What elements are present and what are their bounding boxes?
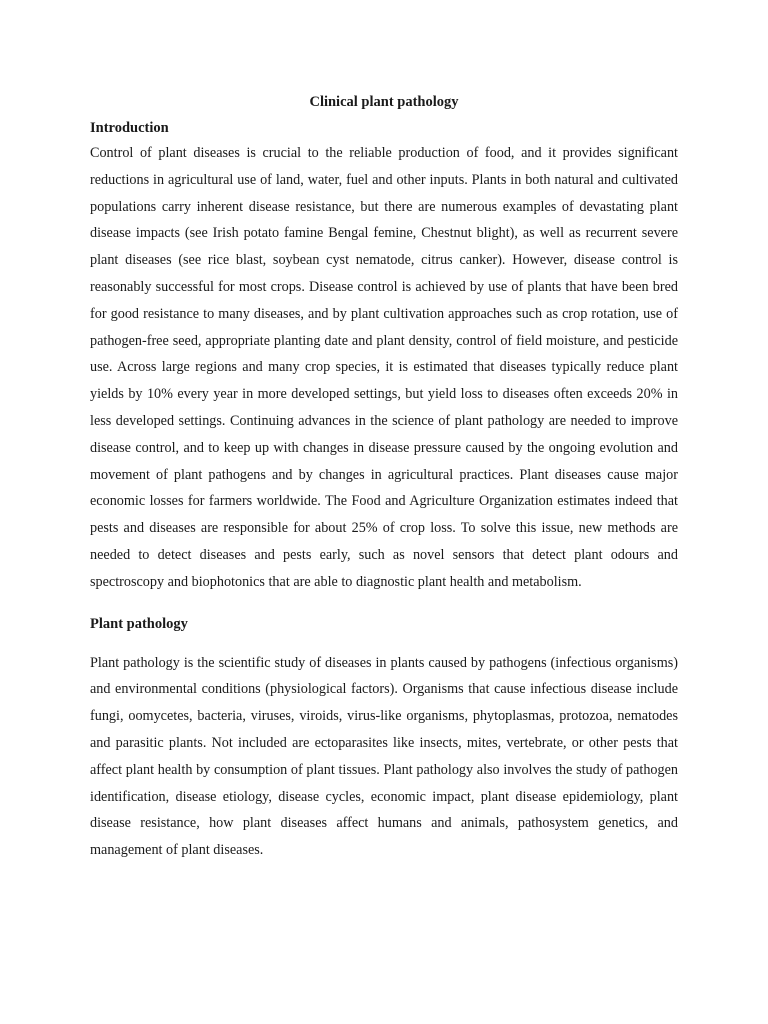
paragraph-introduction: Control of plant diseases is crucial to the reliable production of food, and it provides significant reductions in agricultural use of land, water, fuel and other inputs. Plants in both natural and cultivated populations carry inherent disease resistance, but there are numerous examples of devastating plant disease impacts (see Irish potato famine Bengal femine, Chestnut blight), as well as recurrent severe plant diseases (see rice blast, soybean cyst nematode, citrus canker). However, disease control is reasonably successful for most crops. Disease control is achieved by use of plants that have been bred for good resistance to many diseases, and by plant cultivation approaches such as crop rotation, use of pathogen-free seed, appropriate planting date and plant density, control of field moisture, and pesticide use. Across large regions and many crop species, it is estimated that diseases typically reduce plant yields by 10% every year in more developed settings, but yield loss to diseases often exceeds 20% in less developed settings. Continuing advances in the science of plant pathology are needed to improve disease control, and to keep up with changes in disease pressure caused by the ongoing evolution and movement of plant pathogens and by changes in agricultural practices. Plant diseases cause major economic losses for farmers worldwide. The Food and Agriculture Organization estimates indeed that pests and diseases are responsible for about 25% of crop loss. To solve this issue, new methods are needed to detect diseases and pests early, such as novel sensors that detect plant odours and spectroscopy and biophotonics that are able to diagnostic plant health and metabolism. bbox=[90, 145, 678, 590]
document-title: Clinical plant pathology bbox=[309, 94, 459, 110]
section-heading-plant-pathology: Plant pathology bbox=[90, 615, 188, 632]
paragraph-plant-pathology: Plant pathology is the scientific study of diseases in plants caused by pathogens (infectious organisms) and environmental conditions (physiological factors). Organisms that cause infectious disease include fungi, oomycetes, bacteria, viruses, viroids, virus-like organisms, phytoplasmas, protozoa, nematodes and parasitic plants. Not included are ectoparasites like insects, mites, vertebrate, or other pests that affect plant health by consumption of plant tissues. Plant pathology also involves the study of pathogen identification, disease etiology, disease cycles, economic impact, plant disease epidemiology, plant disease resistance, how plant diseases affect humans and animals, pathosystem genetics, and management of plant diseases. bbox=[90, 654, 678, 859]
document-page bbox=[90, 92, 678, 864]
section-heading-introduction: Introduction bbox=[90, 120, 169, 136]
